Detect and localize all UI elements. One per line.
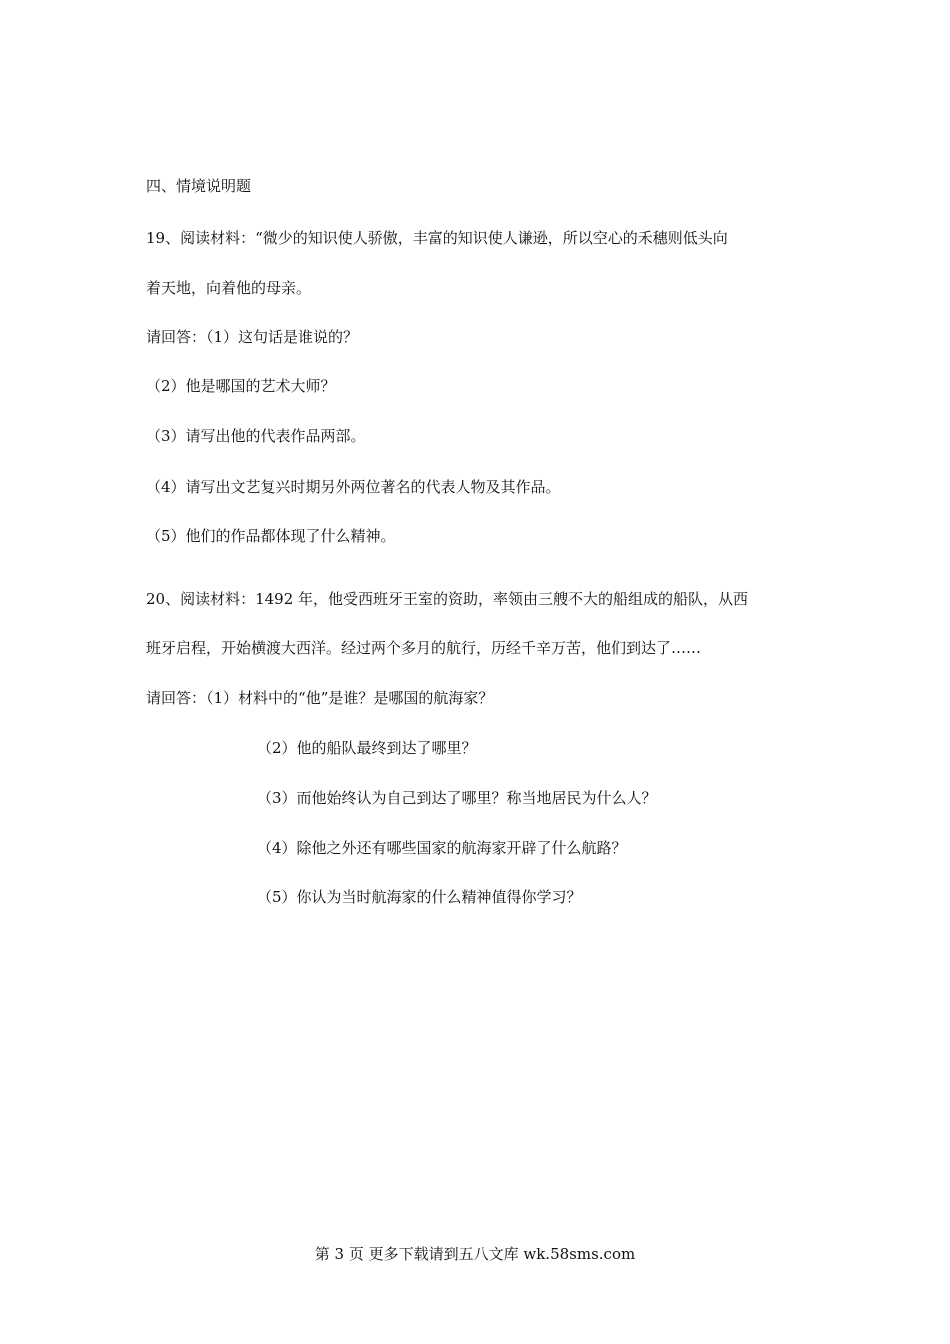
- q20-sub-question-3: （3）而他始终认为自己到达了哪里？称当地居民为什么人？: [257, 789, 657, 807]
- section-heading: 四、情境说明题: [146, 177, 252, 195]
- q20-sub-question-5: （5）你认为当时航海家的什么精神值得你学习？: [257, 888, 582, 906]
- q19-sub-question-5: （5）他们的作品都体现了什么精神。: [146, 527, 396, 545]
- q19-material-line-1: 19、阅读材料：“微少的知识使人骄傲，丰富的知识使人谦逊，所以空心的禾穗则低头向: [146, 229, 728, 247]
- q20-sub-question-4: （4）除他之外还有哪些国家的航海家开辟了什么航路？: [257, 839, 627, 857]
- q19-material-line-2: 着天地，向着他的母亲。: [146, 279, 312, 297]
- q20-material-line-2: 班牙启程，开始横渡大西洋。经过两个多月的航行，历经千辛万苦，他们到达了……: [146, 639, 702, 657]
- q20-sub-question-2: （2）他的船队最终到达了哪里？: [257, 739, 477, 757]
- q19-sub-question-1: 请回答：（1）这句话是谁说的？: [146, 328, 359, 346]
- q20-sub-question-1: 请回答：（1）材料中的“他”是谁？是哪国的航海家？: [146, 689, 494, 707]
- q19-sub-question-4: （4）请写出文艺复兴时期另外两位著名的代表人物及其作品。: [146, 478, 561, 496]
- q19-sub-question-3: （3）请写出他的代表作品两部。: [146, 427, 366, 445]
- q19-sub-question-2: （2）他是哪国的艺术大师？: [146, 377, 336, 395]
- page-footer: 第 3 页 更多下载请到五八文库 wk.58sms.com: [314, 1245, 636, 1263]
- q20-material-line-1: 20、阅读材料：1492 年，他受西班牙王室的资助，率领由三艘不大的船组成的船队，从西: [146, 590, 749, 608]
